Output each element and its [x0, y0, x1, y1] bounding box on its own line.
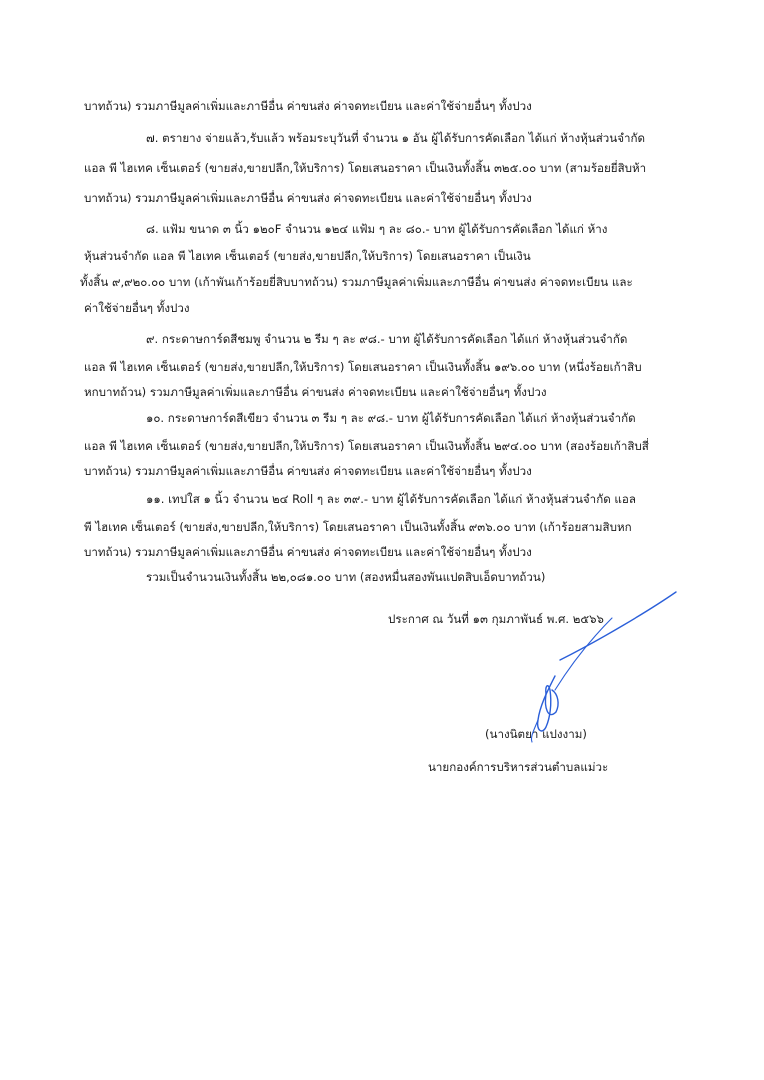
signer-name: (นางนิตยา แปงงาม): [485, 727, 587, 741]
announcement-date: ประกาศ ณ วันที่ ๑๓ กุมภาพันธ์ พ.ศ. ๒๕๖๖: [388, 612, 604, 626]
signer-position: นายกองค์การบริหารส่วนตำบลแม่วะ: [428, 760, 609, 774]
document-page: บาทถ้วน) รวมภาษีมูลค่าเพิ่มและภาษีอื่น ค่าขนส่ง ค่าจดทะเบียน และค่าใช้จ่ายอื่นๆ ทั้งปวง ๗. ตรายาง จ่ายแล้ว,รับแล้ว พร้อมระบุวันที่ จำนวน ๑ อัน ผู้ได้รับการคัดเลือก ได้แก่ ห้างหุ้นส่วนจำกัด แอล พี ไฮเทค เซ็นเตอร์ (ขายส่ง,ขายปลีก,ให้บริการ) โดยเสนอราคา เป็นเงินทั้งสิ้น ๓๒๕.๐๐ บาท (สามร้อยยี่สิบห้า บาทถ้วน) รวมภาษีมูลค่าเพิ่มและภาษีอื่น ค่าขนส่ง ค่าจดทะเบียน และค่าใช้จ่ายอื่นๆ ทั้งปวง ๘. แฟ้ม ขนาด ๓ นิ้ว ๑๒๐F จำนวน ๑๒๔ แฟ้ม ๆ ละ ๘๐.- บาท ผู้ได้รับการคัดเลือก ได้แก่ ห้าง หุ้นส่วนจำกัด แอล พี ไฮเทค เซ็นเตอร์ (ขายส่ง,ขายปลีก,ให้บริการ) โดยเสนอราคา เป็นเงิน ทั้งสิ้น ๙,๙๒๐.๐๐ บาท (เก้าพันเก้าร้อยยี่สิบบาทถ้วน) รวมภาษีมูลค่าเพิ่มและภาษีอื่น ค่าขนส่ง ค่าจดทะเบียน และ ค่าใช้จ่ายอื่นๆ ทั้งปวง ๙. กระดาษการ์ดสีชมพู จำนวน ๒ รีม ๆ ละ ๙๘.- บาท ผู้ได้รับการคัดเลือก ได้แก่ ห้างหุ้นส่วนจำกัด แอล พี ไฮเทค เซ็นเตอร์ (ขายส่ง,ขายปลีก,ให้บริการ) โดยเสนอราคา เป็นเงินทั้งสิ้น ๑๙๖.๐๐ บาท (หนึ่งร้อยเก้าสิบ หกบาทถ้วน) รวมภาษีมูลค่าเพิ่มและภาษีอื่น ค่าขนส่ง ค่าจดทะเบียน และค่าใช้จ่ายอื่นๆ ทั้งปวง ๑๐. กระดาษการ์ดสีเขียว จำนวน ๓ รีม ๆ ละ ๙๘.- บาท ผู้ได้รับการคัดเลือก ได้แก่ ห้างหุ้นส่วนจำกัด แอล พี ไฮเทค เซ็นเตอร์ (ขายส่ง,ขายปลีก,ให้บริการ) โดยเสนอราคา เป็นเงินทั้งสิ้น ๒๙๔.๐๐ บาท (สองร้อยเก้าสิบสี่ บาทถ้วน) รวมภาษีมูลค่าเพิ่มและภาษีอื่น ค่าขนส่ง ค่าจดทะเบียน และค่าใช้จ่ายอื่นๆ ทั้งปวง ๑๑. เทปใส ๑ นิ้ว จำนวน ๒๔ Roll ๆ ละ ๓๙.- บาท ผู้ได้รับการคัดเลือก ได้แก่ ห้างหุ้นส่วนจำกัด แอล พี ไฮเทค เซ็นเตอร์ (ขายส่ง,ขายปลีก,ให้บริการ) โดยเสนอราคา เป็นเงินทั้งสิ้น ๙๓๖.๐๐ บาท (เก้าร้อยสามสิบหก บาทถ้วน) รวมภาษีมูลค่าเพิ่มและภาษีอื่น ค่าขนส่ง ค่าจดทะเบียน และค่าใช้จ่ายอื่นๆ ทั้งปวง รวมเป็นจำนวนเงินทั้งสิ้น ๒๒,๐๘๑.๐๐ บาท (สองหมื่นสองพันแปดสิบเอ็ดบาทถ้วน) ประกาศ ณ วันที่ ๑๓ กุมภาพันธ์ พ.ศ. ๒๕๖๖ (นางนิตยา แปงงาม) นายกองค์การบริหารส่วนตำบลแม่วะ: [0, 0, 764, 1080]
